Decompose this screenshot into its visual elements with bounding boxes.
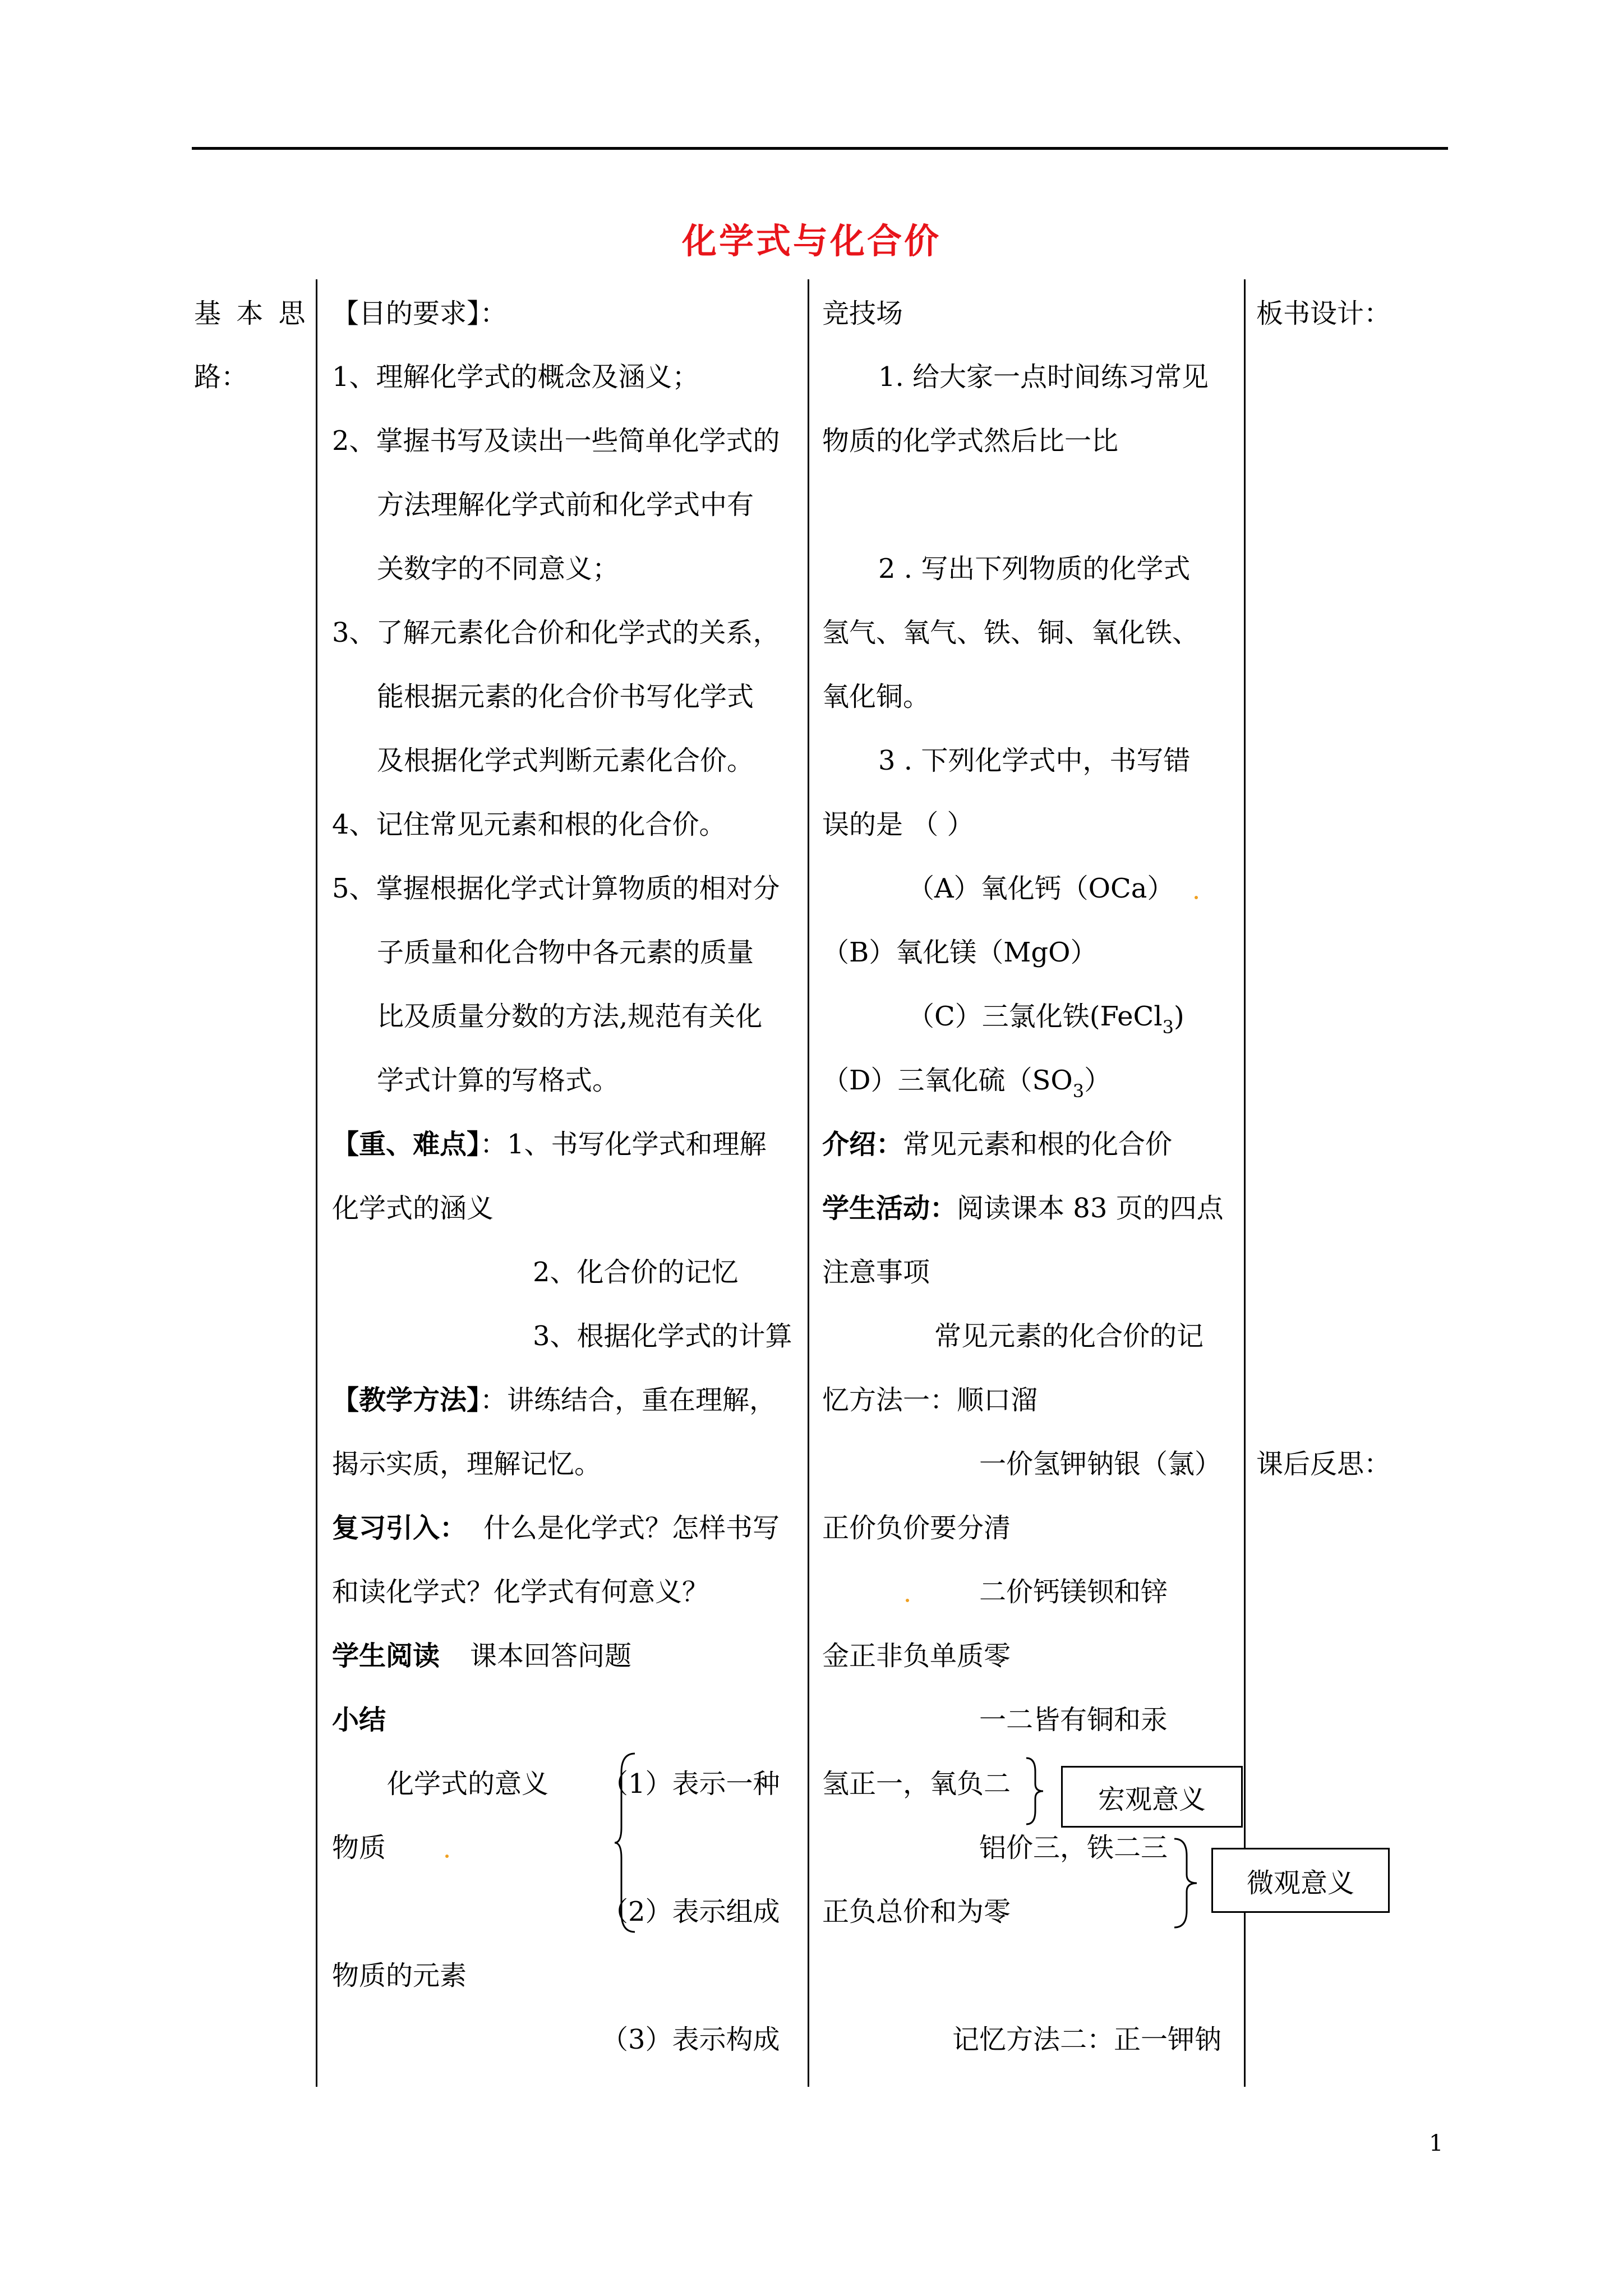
option-c — [907, 1001, 1184, 1038]
meaning-item-2-cont: 物质的元素 — [332, 1960, 467, 1991]
reading-heading: 学生阅读 — [332, 1640, 440, 1672]
option-c-subscript: 3 — [1162, 1016, 1174, 1038]
meaning-label-cont: 物质 — [332, 1832, 386, 1864]
objectives-heading: 【目的要求】： — [332, 298, 508, 329]
key-points-line — [332, 1131, 767, 1158]
objective-item-cont: 学式计算的写格式。 — [377, 1065, 620, 1096]
objective-item: 3、了解元素化合价和化学式的关系， — [332, 617, 780, 648]
memory-method: 常见元素的化合价的记 — [934, 1320, 1204, 1352]
objective-item: 4、记住常见元素和根的化合价。 — [332, 809, 726, 840]
memory-method-2: 记忆方法二：正一钾钠 — [952, 2024, 1222, 2055]
question-2-cont: 氧化铜。 — [822, 681, 930, 712]
option-c-text: （C）三氯化铁(FeCl — [907, 1001, 1163, 1032]
objective-item-cont: 方法理解化学式前和化学式中有 — [377, 489, 754, 521]
page-title: 化学式与化合价 — [681, 220, 941, 261]
key-point-1-cont: 化学式的涵义 — [332, 1193, 494, 1224]
key-point-3: 3、根据化学式的计算 — [533, 1320, 792, 1352]
method-text: ：讲练结合，重在理解， — [480, 1384, 777, 1416]
key-point-1: ：1、书写化学式和理解 — [480, 1129, 767, 1160]
objective-item: 1、理解化学式的概念及涵义； — [332, 361, 699, 393]
review-text-cont: 和读化学式？化学式有何意义？ — [332, 1576, 709, 1608]
arena-heading: 竞技场 — [822, 298, 903, 329]
method-heading: 【教学方法】 — [332, 1384, 481, 1416]
board-design-label: 板书设计： — [1256, 298, 1391, 329]
question-1-cont: 物质的化学式然后比一比 — [822, 425, 1119, 457]
row-label: 基 本 思 — [194, 298, 309, 329]
question-1: 1. 给大家一点时间练习常见 — [878, 361, 1209, 393]
micro-brace — [1172, 1835, 1200, 1931]
method-line — [332, 1384, 777, 1416]
objective-item-cont: 能根据元素的化合价书写化学式 — [377, 681, 754, 712]
objective-item-cont: 子质量和化合物中各元素的质量 — [377, 937, 754, 968]
rhyme-line: 正价负价要分清 — [822, 1512, 1011, 1544]
rhyme-line: 正负总价和为零 — [822, 1896, 1011, 1927]
summary-brace — [612, 1750, 646, 1935]
option-a: （A）氧化钙（OCa） — [907, 873, 1174, 904]
macro-brace — [1024, 1755, 1046, 1828]
activity-heading: 学生活动： — [822, 1193, 957, 1224]
memory-method-cont: 忆方法一：顺口溜 — [822, 1384, 1038, 1416]
reading-line — [332, 1640, 632, 1672]
column-divider-1 — [316, 279, 317, 2087]
column-divider-2 — [808, 279, 809, 2087]
question-2-cont: 氢气、氧气、铁、铜、氧化铁、 — [822, 617, 1200, 648]
meaning-item-3: （3）表示构成 — [601, 2024, 780, 2055]
review-text: 什么是化学式？怎样书写 — [483, 1512, 780, 1544]
objective-item-cont: 关数字的不同意义； — [377, 553, 620, 585]
reading-text: 课本回答问题 — [470, 1640, 632, 1672]
header-rule — [192, 147, 1448, 150]
question-3: 3 . 下列化学式中，书写错 — [878, 745, 1191, 776]
rhyme-line: 铝价三，铁二三 — [979, 1832, 1168, 1864]
key-points-heading: 【重、难点】 — [332, 1129, 481, 1160]
rhyme-line: 金正非负单质零 — [822, 1640, 1011, 1672]
macro-meaning-box: 宏观意义 — [1061, 1766, 1243, 1828]
speck — [906, 1599, 909, 1602]
objective-item: 5、掌握根据化学式计算物质的相对分 — [332, 873, 780, 904]
activity-text-cont: 注意事项 — [822, 1257, 930, 1288]
question-2: 2 . 写出下列物质的化学式 — [878, 553, 1191, 585]
summary-heading: 小结 — [332, 1704, 386, 1736]
speck — [1195, 896, 1198, 899]
key-point-2: 2、化合价的记忆 — [533, 1257, 739, 1288]
objective-item: 2、掌握书写及读出一些简单化学式的 — [332, 425, 780, 457]
option-d-text: （D）三氧化硫（SO — [822, 1065, 1073, 1096]
option-d — [822, 1065, 1112, 1102]
meaning-item-1: （1）表示一种 — [601, 1768, 780, 1800]
meaning-label: 化学式的意义 — [387, 1768, 549, 1800]
intro-text: 常见元素和根的化合价 — [903, 1129, 1173, 1160]
option-c-close: ) — [1173, 1001, 1184, 1032]
option-d-close: ） — [1084, 1065, 1112, 1096]
rhyme-line: 一二皆有铜和汞 — [979, 1704, 1168, 1736]
rhyme-line: 氢正一，氧负二 — [822, 1768, 1011, 1800]
option-b: （B）氧化镁（MgO） — [822, 937, 1098, 968]
activity-text: 阅读课本 83 页的四点 — [957, 1193, 1224, 1224]
objective-item-cont: 及根据化学式判断元素化合价。 — [377, 745, 754, 776]
question-3-cont: 误的是 （ ） — [822, 809, 974, 840]
intro-heading: 介绍： — [822, 1129, 903, 1160]
reflection-label: 课后反思： — [1256, 1448, 1391, 1480]
objective-item-cont: 比及质量分数的方法,规范有关化 — [377, 1001, 763, 1032]
row-label-cont: 路： — [194, 361, 248, 393]
review-heading: 复习引入： — [332, 1512, 467, 1544]
rhyme-line: 一价氢钾钠银（氯） — [979, 1448, 1222, 1480]
method-text-cont: 揭示实质，理解记忆。 — [332, 1448, 602, 1480]
option-d-subscript: 3 — [1072, 1080, 1085, 1102]
rhyme-line: 二价钙镁钡和锌 — [979, 1576, 1168, 1608]
speck — [445, 1855, 449, 1858]
micro-meaning-box: 微观意义 — [1211, 1848, 1390, 1913]
activity-line — [822, 1195, 1224, 1222]
meaning-item-2: （2）表示组成 — [601, 1896, 780, 1927]
page-number: 1 — [1429, 2131, 1444, 2156]
column-divider-3 — [1244, 279, 1246, 2087]
review-line — [332, 1512, 780, 1544]
intro-line — [822, 1131, 1172, 1158]
